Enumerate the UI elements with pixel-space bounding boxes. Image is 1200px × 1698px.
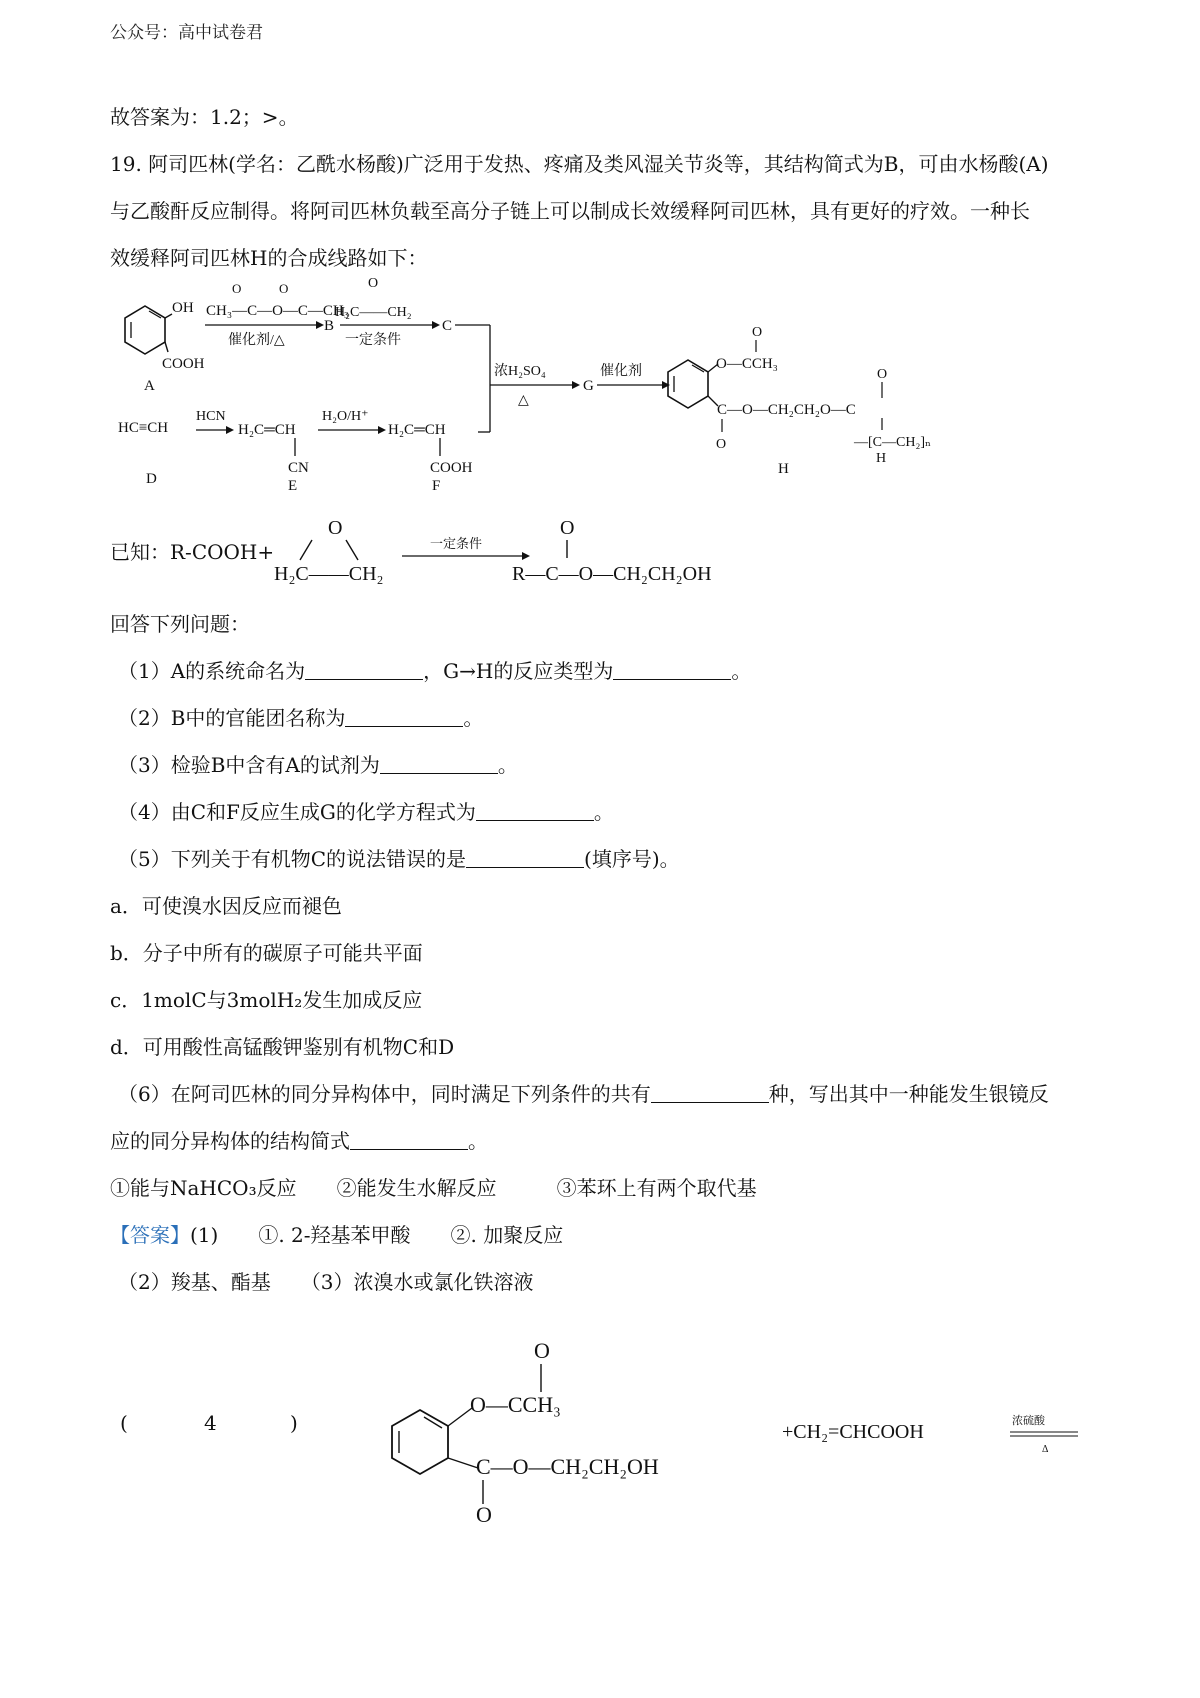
q1-blank-1 [305,661,423,680]
label-a: A [144,378,155,394]
f-structure: H₂C═CH [388,422,446,438]
e-cn: CN [288,460,309,476]
label-b: B [324,318,335,334]
answer-4-right: ) [290,1411,298,1435]
epoxide-ring: H₂C——CH₂ [335,305,412,320]
f-cooh: COOH [430,460,473,476]
label-g: G [583,378,594,394]
ans4-o-bottom: O [476,1502,492,1527]
h2o-h: H₂O/H⁺ [322,409,369,424]
question-stem-3: 效缓释阿司匹林H的合成线路如下： [110,246,428,270]
answer-tag: 【答案】 [110,1223,190,1247]
h-poly: —[C—CH₂]ₙ [854,435,932,450]
page-header: 公众号：高中试卷君 [110,23,263,43]
cond-2: 一定条件 [345,333,401,348]
h-ester: O—CCH₃ [716,356,778,372]
question-stem-1: 19. 阿司匹林(学名：乙酰水杨酸)广泛用于发热、疼痛及类风湿关节炎等，其结构简式为B，可由水杨酸(A) [110,152,1049,176]
known-product-o: O [560,517,575,539]
ans4-ester: O—CCH₃ [470,1392,561,1417]
q6-line-2: 应的同分异构体的结构简式 。 [110,1129,488,1153]
ans4-condition: 浓硫酸 [1012,1415,1045,1427]
h-o1: O [752,325,763,340]
label-f: F [432,478,441,494]
known-prefix: 已知：R-COOH+ [110,540,275,564]
q1-blank-2 [613,661,731,680]
answer-2: （2）羧基、酯基 （3）浓溴水或氯化铁溶液 [118,1270,534,1294]
cond-1: 催化剂/△ [228,333,285,348]
conditions: ①能与NaHCO₃反应 ②能发生水解反应 ③苯环上有两个取代基 [110,1176,757,1200]
label-d: D [146,471,157,487]
ans4-reagent: +CH₂=CHCOOH [782,1421,924,1443]
anhydride: CH₃—C—O—C—CH₃ [206,303,349,319]
e-structure: H₂C═CH [238,422,296,438]
a-oh: OH [172,300,194,316]
q6-line-1: （6）在阿司匹林的同分异构体中，同时满足下列条件的共有 种，写出其中一种能发生银镜反 [118,1082,1049,1106]
ans4-delta: Δ [1042,1444,1049,1455]
q3: （3）检验B中含有A的试剂为 。 [118,753,518,777]
h-h: H [876,451,887,466]
q5-blank [466,849,584,868]
hcn: HCN [196,409,226,424]
q2-blank [345,708,463,727]
label-c: C [442,318,453,334]
h-o2: O [716,437,727,452]
question-stem-2: 与乙酸酐反应制得。将阿司匹林负载至高分子链上可以制成长效缓释阿司匹林，具有更好的疗效。一种长 [110,199,1030,223]
q3-blank [380,755,498,774]
option-c: c．1molC与3molH₂发生加成反应 [110,988,423,1012]
option-b: b．分子中所有的碳原子可能共平面 [110,941,423,965]
h-o3: O [877,367,888,382]
option-a: a．可使溴水因反应而褪色 [110,894,342,918]
cond-4: 催化剂 [600,364,642,379]
h-chain: C—O—CH₂CH₂O—C [717,402,856,418]
known-product: R—C—O—CH₂CH₂OH [512,563,712,585]
benzene-ring-h [668,360,718,408]
benzene-ring-answer [392,1408,478,1474]
known-condition: 一定条件 [430,536,483,551]
answer-4-num: 4 [204,1411,217,1435]
label-h: H [778,461,789,477]
known-epoxide-o: O [328,517,343,539]
answer-1: 【答案】(1) ①. 2-羟基苯甲酸 ②. 加聚反应 [110,1223,564,1247]
q4-blank [476,802,594,821]
label-e: E [288,478,298,494]
epoxide-o: O [368,276,379,291]
intro-answer: 故答案为：1.2；>。 [110,105,299,129]
cond-3: 浓H₂SO₄ [494,364,546,379]
q2: （2）B中的官能团名称为 。 [118,706,484,730]
cond-3b: △ [518,393,529,408]
known-epoxide-ring: H₂C——CH₂ [274,563,384,585]
a-cooh: COOH [162,356,205,372]
q6-blank-1 [651,1084,769,1103]
benzene-ring-a [125,306,172,354]
q1: （1）A的系统命名为 ，G→H的反应类型为 。 [118,659,752,683]
answer-4-left: ( [120,1411,128,1435]
q4: （4）由C和F反应生成G的化学方程式为 。 [118,800,614,824]
q6-blank-2 [350,1131,468,1150]
acetylene: HC≡CH [118,420,169,436]
anhydride-o1: O [232,281,242,296]
anhydride-o2: O [279,281,289,296]
ans4-chain: C—O—CH₂CH₂OH [476,1454,659,1479]
ans4-o-top: O [534,1338,550,1363]
q5: （5）下列关于有机物C的说法错误的是 (填序号)。 [118,847,680,871]
prompt: 回答下列问题： [110,612,250,636]
option-d: d．可用酸性高锰酸钾鉴别有机物C和D [110,1035,455,1059]
